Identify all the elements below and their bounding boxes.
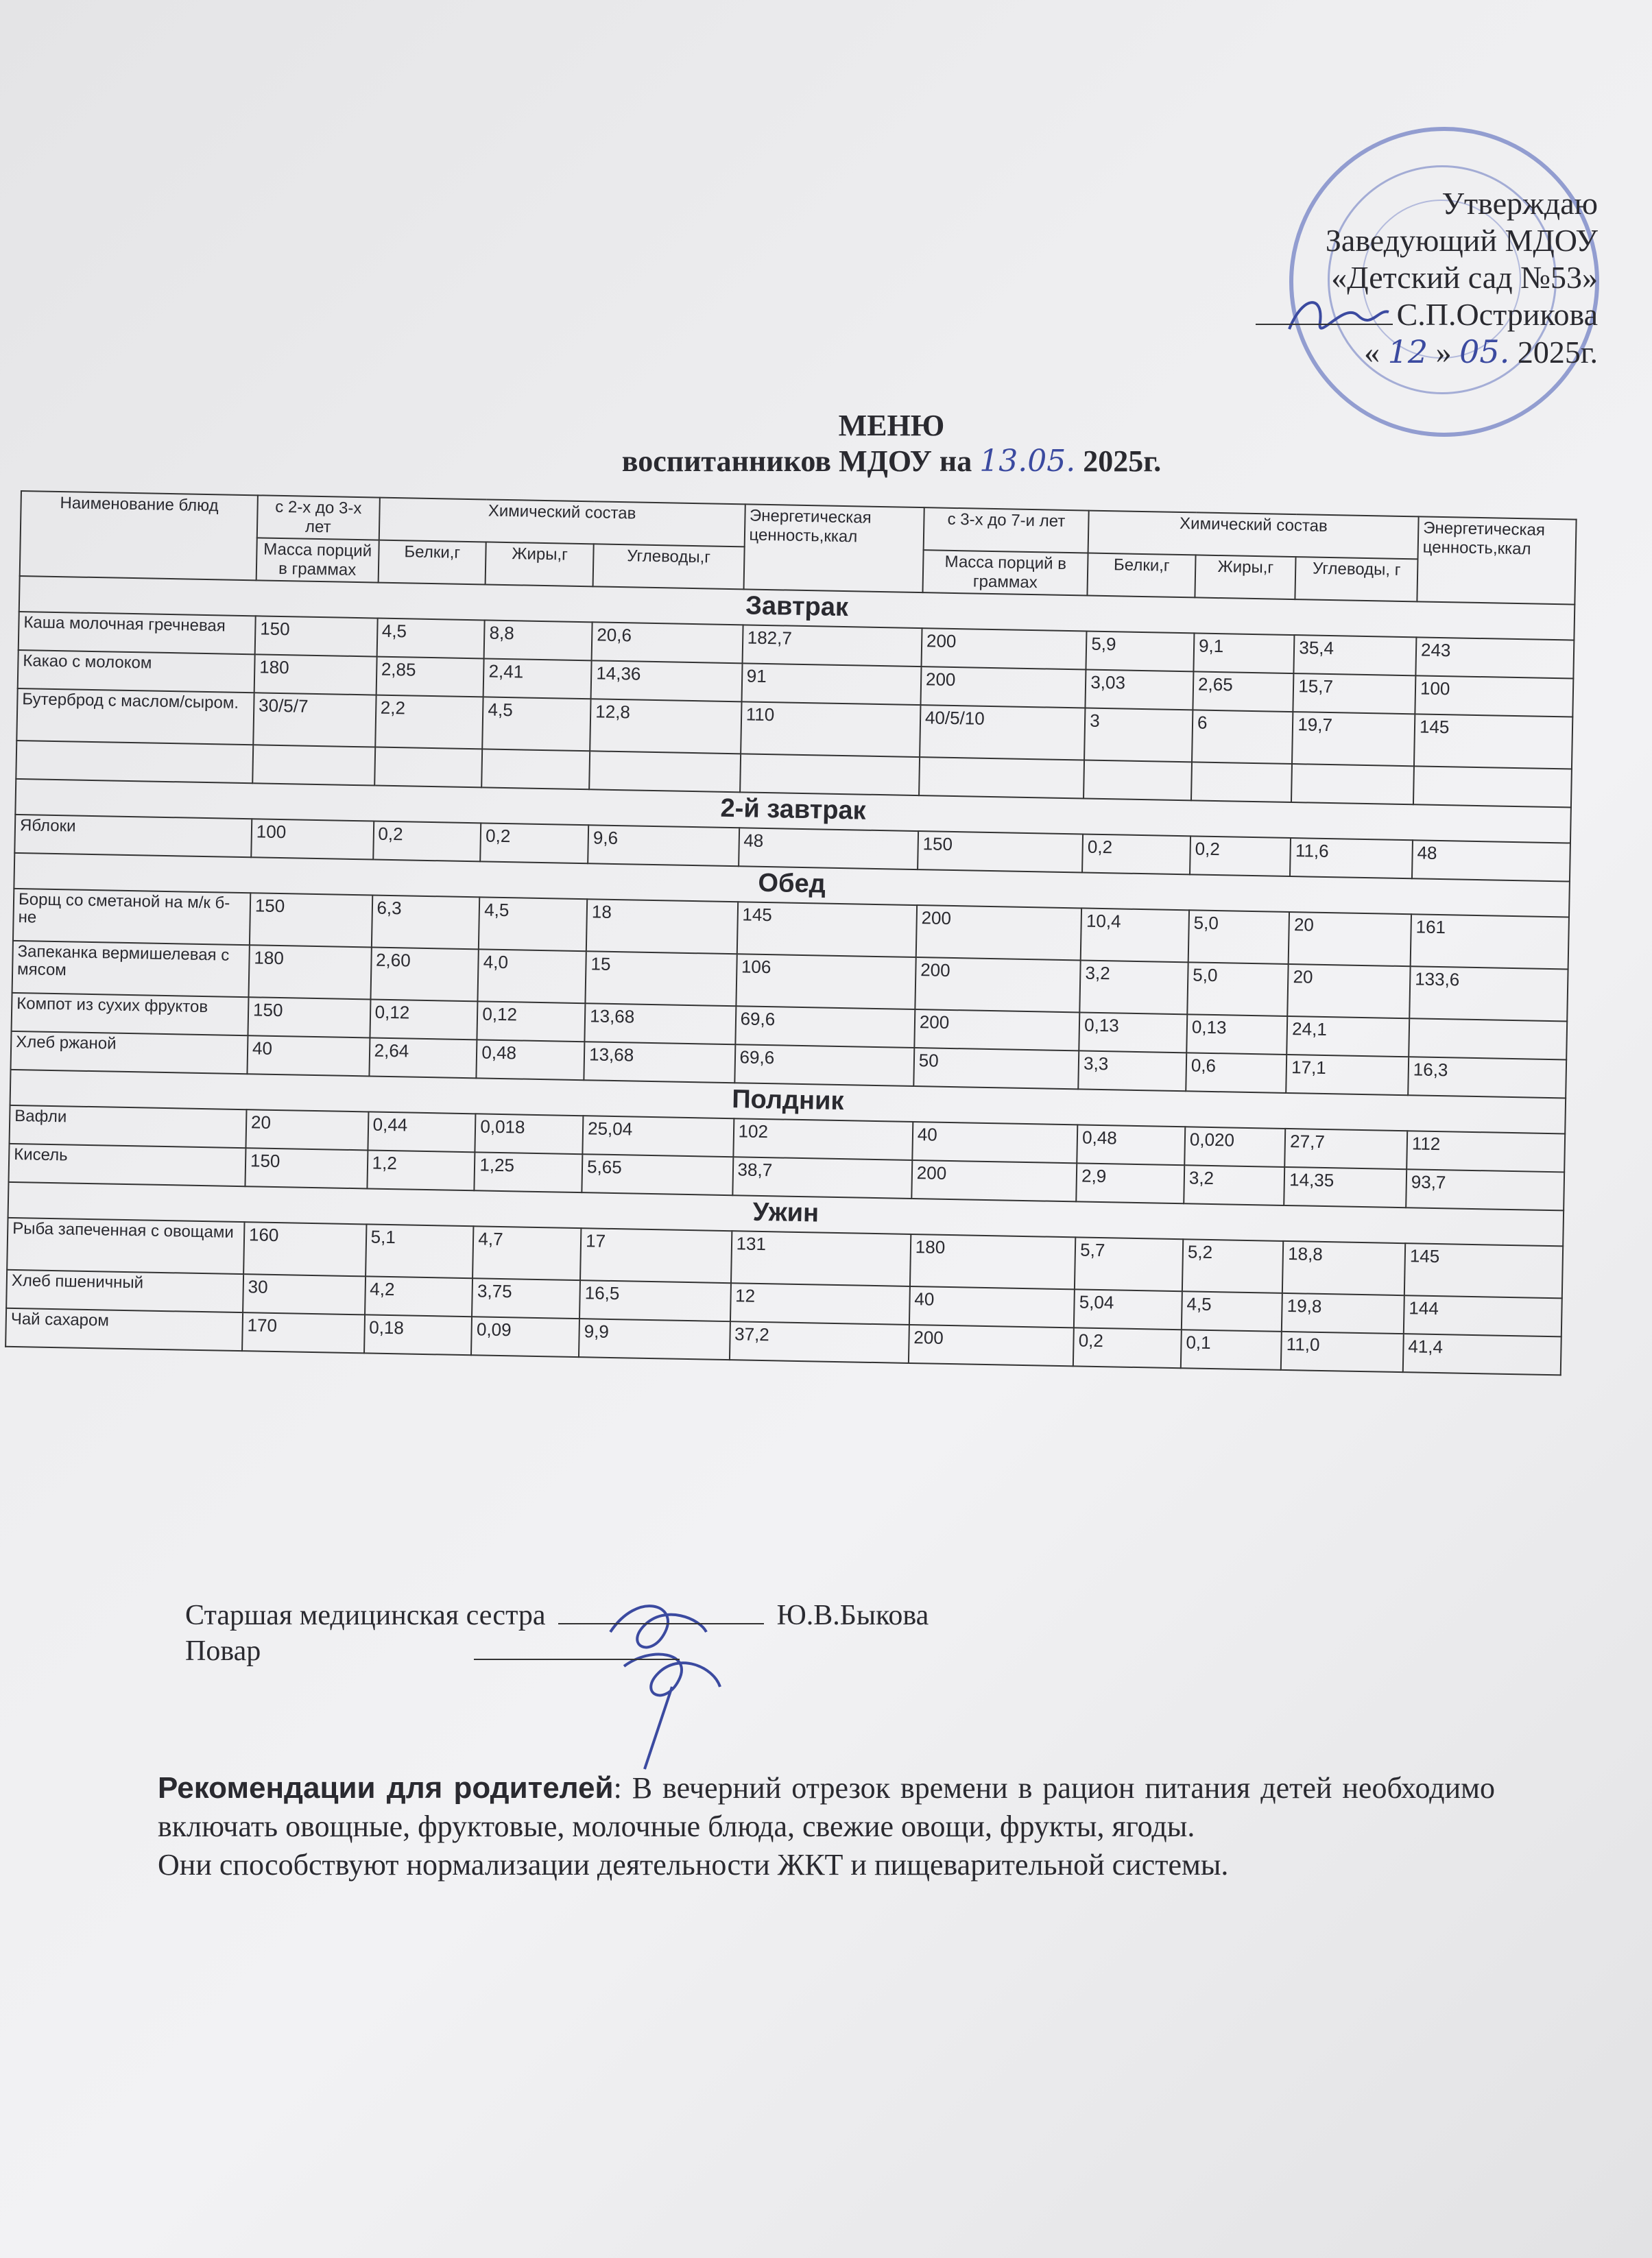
dish-name: Чай сахаром bbox=[5, 1308, 243, 1351]
cell-m1: 20 bbox=[246, 1109, 368, 1150]
cell-m1: 150 bbox=[255, 616, 378, 656]
menu-table bbox=[5, 490, 1577, 1376]
cell-p1: 0,44 bbox=[368, 1112, 476, 1152]
cell-m2: 180 bbox=[910, 1234, 1076, 1289]
cell-m2: 200 bbox=[909, 1325, 1074, 1366]
approval-name: С.П.Острикова bbox=[1396, 297, 1598, 332]
cell-p2: 0,2 bbox=[1073, 1328, 1182, 1368]
cell-f2 bbox=[1191, 762, 1292, 802]
dish-name bbox=[16, 741, 253, 783]
cell-f1: 0,09 bbox=[471, 1317, 579, 1357]
menu-title-line2 bbox=[549, 444, 1234, 479]
cell-e2: 93,7 bbox=[1406, 1169, 1564, 1210]
cell-m2: 200 bbox=[920, 666, 1086, 708]
menu-title bbox=[549, 408, 1234, 479]
header-chem-2: Химический состав bbox=[1088, 511, 1419, 560]
cook-signature-line bbox=[185, 1633, 1008, 1669]
cell-c1: 14,36 bbox=[591, 660, 742, 701]
cell-e1: 12 bbox=[730, 1283, 910, 1325]
menu-title-prefix: воспитанников МДОУ на bbox=[621, 444, 972, 478]
approval-name-line bbox=[1186, 296, 1598, 333]
dish-name: Компот из сухих фруктов bbox=[12, 993, 249, 1035]
header-energy-2: Энергетическая ценность,ккал bbox=[1417, 516, 1576, 604]
menu-date: 13.05. bbox=[979, 444, 1076, 479]
cell-p2: 5,7 bbox=[1075, 1237, 1183, 1291]
cell-c1: 15 bbox=[586, 951, 737, 1006]
cell-m2: 40 bbox=[912, 1122, 1077, 1163]
dish-name: Яблоки bbox=[14, 815, 252, 857]
cell-f2: 0,020 bbox=[1184, 1127, 1285, 1167]
cell-m1: 150 bbox=[245, 1148, 368, 1188]
cell-m1: 100 bbox=[251, 819, 374, 859]
cell-c2: 15,7 bbox=[1293, 673, 1416, 714]
cell-m1 bbox=[252, 745, 375, 785]
meal-title: Завтрак bbox=[19, 576, 1575, 640]
cell-f2: 9,1 bbox=[1193, 633, 1294, 673]
cell-m2 bbox=[919, 757, 1084, 798]
cell-e1 bbox=[740, 754, 920, 795]
cell-c1: 16,5 bbox=[579, 1280, 730, 1321]
menu-title-line1: МЕНЮ bbox=[838, 409, 945, 442]
cell-c2: 14,35 bbox=[1284, 1167, 1406, 1208]
cell-c1: 25,04 bbox=[582, 1116, 733, 1157]
cell-c1: 18 bbox=[586, 899, 738, 954]
header-fat-2: Жиры,г bbox=[1195, 555, 1295, 599]
cell-f1: 4,5 bbox=[483, 697, 591, 751]
cell-m1: 30 bbox=[243, 1274, 366, 1314]
cell-m2: 200 bbox=[915, 957, 1081, 1012]
cell-e2: 41,4 bbox=[1403, 1334, 1561, 1375]
cell-m2: 150 bbox=[918, 831, 1083, 872]
cell-p1: 0,12 bbox=[370, 999, 478, 1040]
cell-p2: 3,03 bbox=[1086, 670, 1194, 710]
cell-c1: 9,9 bbox=[579, 1319, 730, 1360]
cell-e1: 38,7 bbox=[732, 1157, 912, 1199]
dish-name: Кисель bbox=[9, 1144, 246, 1186]
cell-p1: 0,2 bbox=[373, 821, 481, 862]
cell-m2: 200 bbox=[921, 628, 1086, 669]
cell-f2: 5,0 bbox=[1187, 962, 1289, 1016]
signature-blank bbox=[1256, 324, 1393, 325]
cell-f1: 3,75 bbox=[472, 1278, 580, 1319]
cell-p2: 5,9 bbox=[1086, 632, 1195, 672]
cell-e2: 133,6 bbox=[1409, 966, 1568, 1021]
cell-m1: 40 bbox=[247, 1035, 370, 1076]
header-age-2: с 3-х до 7-и лет bbox=[923, 507, 1088, 553]
cell-m2: 200 bbox=[911, 1160, 1077, 1201]
cell-e2: 16,3 bbox=[1408, 1057, 1566, 1098]
cell-p1: 5,1 bbox=[366, 1224, 474, 1278]
cell-p1: 4,2 bbox=[365, 1276, 473, 1317]
header-row-1 bbox=[21, 491, 1577, 562]
cell-e1: 110 bbox=[741, 701, 921, 757]
cell-c1 bbox=[589, 751, 740, 792]
cook-signature-blank bbox=[474, 1659, 680, 1660]
cell-p2: 3,2 bbox=[1080, 960, 1188, 1014]
cell-e1: 37,2 bbox=[729, 1321, 909, 1363]
cell-p1: 2,85 bbox=[376, 657, 484, 697]
cell-c2: 11,6 bbox=[1290, 838, 1413, 878]
cell-c2: 27,7 bbox=[1285, 1129, 1408, 1169]
cell-e2 bbox=[1409, 1018, 1567, 1059]
cell-p2: 10,4 bbox=[1081, 908, 1189, 962]
dish-name: Запеканка вермишелевая с мясом bbox=[12, 941, 250, 997]
cell-e1: 106 bbox=[736, 954, 916, 1009]
nurse-name: Ю.В.Быкова bbox=[776, 1600, 929, 1631]
cell-p1: 2,60 bbox=[370, 947, 479, 1001]
cell-p2: 3 bbox=[1084, 708, 1193, 762]
cell-c2: 17,1 bbox=[1286, 1055, 1409, 1095]
cell-f2: 6 bbox=[1192, 710, 1293, 764]
menu-table-body bbox=[5, 576, 1575, 1375]
cell-e2: 48 bbox=[1412, 840, 1570, 881]
cell-f1: 8,8 bbox=[484, 620, 592, 660]
cell-e2 bbox=[1413, 766, 1572, 807]
nurse-signature-blank bbox=[558, 1623, 764, 1624]
cell-c1: 5,65 bbox=[582, 1154, 732, 1195]
cell-p1: 6,3 bbox=[371, 895, 479, 949]
cell-e1: 69,6 bbox=[735, 1006, 915, 1048]
cell-f1: 0,48 bbox=[477, 1040, 585, 1080]
cell-p2 bbox=[1084, 760, 1192, 800]
recommendation-heading: Рекомендации для родителей bbox=[158, 1771, 614, 1805]
recommendation-block bbox=[158, 1769, 1495, 1884]
dish-name: Борщ со сметаной на м/к б-не bbox=[13, 889, 250, 945]
cell-m1: 30/5/7 bbox=[253, 693, 376, 747]
header-fat-1: Жиры,г bbox=[486, 542, 594, 586]
cell-p2: 0,2 bbox=[1082, 834, 1190, 874]
cell-e1: 145 bbox=[737, 902, 917, 957]
header-age-1: с 2-х до 3-х лет bbox=[257, 495, 380, 540]
cell-f1: 0,2 bbox=[481, 823, 589, 863]
cell-f2: 4,5 bbox=[1182, 1291, 1282, 1332]
cell-p1 bbox=[374, 747, 483, 788]
header-dish: Наименование блюд bbox=[20, 491, 258, 580]
approval-block bbox=[1186, 185, 1598, 371]
cell-c2: 20 bbox=[1288, 964, 1411, 1018]
cell-c1: 17 bbox=[580, 1228, 732, 1283]
recommendation-paragraph-2: Они способствуют нормализации деятельности ЖКТ и пищеварительной системы. bbox=[158, 1848, 1229, 1882]
cook-label: Повар bbox=[185, 1635, 261, 1667]
approval-date bbox=[1186, 333, 1598, 371]
menu-table-wrapper bbox=[5, 490, 1584, 1376]
cell-m1: 150 bbox=[250, 893, 372, 947]
cell-m2: 50 bbox=[913, 1048, 1079, 1089]
cell-f2: 3,2 bbox=[1184, 1165, 1284, 1205]
cell-f1: 2,41 bbox=[483, 658, 592, 699]
meal-title: Ужин bbox=[8, 1182, 1564, 1247]
cell-e2: 144 bbox=[1404, 1295, 1562, 1336]
recommendation-paragraph bbox=[158, 1769, 1495, 1846]
cell-p1: 4,5 bbox=[376, 618, 485, 659]
cell-c1: 20,6 bbox=[592, 622, 743, 663]
cell-f2: 0,2 bbox=[1190, 836, 1291, 876]
recommendation-text: : В вечерний отрезок времени в рацион питания детей необходимо включать овощные, фруктовые, молочные блюда, свежие овощи, фрукты, ягоды. bbox=[158, 1771, 1495, 1843]
header-protein-2: Белки,г bbox=[1088, 553, 1196, 598]
cell-c1: 12,8 bbox=[590, 699, 741, 754]
cell-p1: 0,18 bbox=[364, 1314, 472, 1355]
meal-title: Обед bbox=[14, 853, 1570, 917]
approval-date-mid: » bbox=[1435, 335, 1452, 370]
cell-f1: 4,7 bbox=[472, 1226, 581, 1280]
cell-c2: 24,1 bbox=[1287, 1016, 1410, 1057]
cell-f2: 0,13 bbox=[1186, 1014, 1287, 1055]
approval-date-month: 05. bbox=[1459, 333, 1510, 370]
cell-e1: 102 bbox=[733, 1118, 913, 1160]
header-mass-2: Масса порций в граммах bbox=[922, 550, 1088, 595]
cell-c2: 19,7 bbox=[1292, 712, 1415, 766]
approval-title: Утверждаю bbox=[1441, 186, 1598, 221]
menu-year: 2025г. bbox=[1083, 444, 1162, 478]
cell-c1: 13,68 bbox=[584, 1003, 735, 1044]
cell-p2: 5,04 bbox=[1074, 1289, 1182, 1330]
cell-e1: 131 bbox=[731, 1231, 911, 1286]
cell-e2: 145 bbox=[1414, 714, 1572, 769]
dish-name: Рыба запеченная с овощами bbox=[7, 1218, 244, 1274]
cell-c1: 9,6 bbox=[588, 825, 739, 866]
cell-p2: 0,13 bbox=[1079, 1012, 1187, 1053]
cell-e2: 145 bbox=[1404, 1243, 1563, 1298]
dish-name: Какао с молоком bbox=[18, 650, 255, 693]
cell-p1: 2,2 bbox=[375, 695, 483, 749]
cell-e2: 161 bbox=[1411, 914, 1569, 969]
cell-f2: 5,2 bbox=[1182, 1239, 1284, 1293]
cell-c1: 13,68 bbox=[584, 1042, 734, 1083]
cell-m2: 200 bbox=[916, 905, 1082, 960]
cell-p2: 3,3 bbox=[1078, 1050, 1186, 1091]
header-carb-2: Углеводы, г bbox=[1295, 557, 1418, 601]
header-chem-1: Химический состав bbox=[379, 498, 745, 547]
dish-name: Вафли bbox=[10, 1105, 247, 1148]
cell-f2: 5,0 bbox=[1188, 910, 1290, 964]
cell-f1: 4,5 bbox=[479, 897, 587, 951]
cell-f2: 2,65 bbox=[1193, 671, 1293, 712]
cell-e2: 112 bbox=[1406, 1131, 1565, 1172]
cell-c2: 19,8 bbox=[1282, 1293, 1404, 1334]
cell-m1: 150 bbox=[248, 997, 370, 1037]
header-mass-1: Масса порций в граммах bbox=[256, 538, 379, 582]
cell-f2: 0,6 bbox=[1186, 1053, 1286, 1093]
dish-name: Бутерброд с маслом/сыром. bbox=[16, 688, 254, 745]
meal-title: 2-й завтрак bbox=[15, 779, 1571, 843]
cell-f1 bbox=[481, 749, 590, 789]
cell-c2: 11,0 bbox=[1281, 1332, 1404, 1372]
cell-m2: 40/5/10 bbox=[920, 705, 1086, 760]
approval-date-year: 2025г. bbox=[1517, 335, 1598, 370]
cell-p1: 2,64 bbox=[369, 1037, 477, 1078]
cell-e2: 243 bbox=[1415, 637, 1574, 678]
cell-m1: 160 bbox=[243, 1222, 366, 1276]
cell-m2: 200 bbox=[914, 1009, 1079, 1050]
nurse-signature-line bbox=[185, 1598, 1008, 1633]
cell-f1: 0,018 bbox=[475, 1114, 584, 1154]
nurse-label: Старшая медицинская сестра bbox=[185, 1600, 546, 1631]
cell-e1: 91 bbox=[741, 663, 921, 705]
cell-f2: 0,1 bbox=[1181, 1330, 1282, 1370]
cell-m1: 180 bbox=[248, 945, 371, 999]
header-energy-1: Энергетическая ценность,ккал bbox=[743, 504, 924, 592]
header-protein-1: Белки,г bbox=[378, 540, 486, 585]
approval-date-day: 12 bbox=[1387, 333, 1428, 370]
cell-m1: 170 bbox=[242, 1312, 365, 1353]
cell-c2: 18,8 bbox=[1282, 1241, 1405, 1295]
cell-f1: 0,12 bbox=[477, 1001, 586, 1042]
cell-m1: 180 bbox=[254, 654, 377, 695]
header-carb-1: Углеводы,г bbox=[593, 544, 745, 589]
cell-p2: 2,9 bbox=[1076, 1163, 1184, 1203]
cell-c2: 20 bbox=[1289, 912, 1411, 966]
approval-position: Заведующий МДОУ bbox=[1325, 223, 1598, 258]
cell-f1: 1,25 bbox=[475, 1152, 583, 1192]
meal-title: Полдник bbox=[10, 1070, 1566, 1134]
cell-e2: 100 bbox=[1415, 675, 1573, 717]
cell-p2: 0,48 bbox=[1077, 1125, 1185, 1165]
approval-date-open: « bbox=[1364, 335, 1380, 370]
dish-name: Хлеб ржаной bbox=[11, 1031, 248, 1074]
approval-organization: «Детский сад №53» bbox=[1331, 260, 1598, 295]
cell-m2: 40 bbox=[909, 1286, 1075, 1328]
cell-f1: 4,0 bbox=[478, 949, 586, 1003]
dish-name: Хлеб пшеничный bbox=[6, 1270, 243, 1312]
dish-name: Каша молочная гречневая bbox=[19, 612, 256, 654]
signatures-block bbox=[185, 1598, 1008, 1669]
cell-e1: 48 bbox=[739, 828, 918, 869]
cell-c2: 35,4 bbox=[1294, 635, 1417, 675]
cell-e1: 69,6 bbox=[734, 1044, 914, 1086]
cell-c2 bbox=[1291, 764, 1414, 804]
cell-e1: 182,7 bbox=[742, 625, 922, 666]
cell-p1: 1,2 bbox=[367, 1150, 475, 1190]
